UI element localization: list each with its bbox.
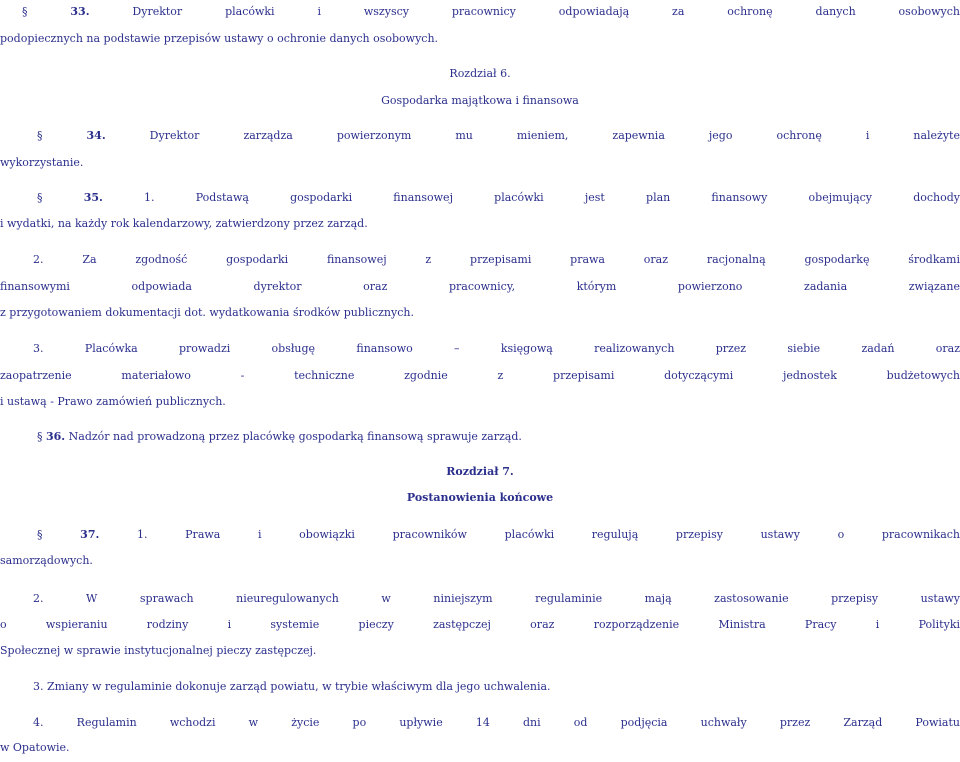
paragraph-35-item-3-line-2: zaopatrzenie materiałowo - techniczne zgodnie z przepisami dotyczącymi jednostek budżetowych [0,369,960,382]
paragraph-37-item-2-line-2: o wspieraniu rodziny i systemie pieczy zastępczej oraz rozporządzenie Ministra Pracy i Polityki [0,618,960,631]
paragraph-text: Za zgodność gospodarki finansowej z przepisami prawa oraz racjonalną gospodarkę środkami [82,253,960,266]
paragraph-35-item-3-line-1 [0,337,960,361]
item-number: 3. [33,680,44,693]
paragraph-text: Zmiany w regulaminie dokonuje zarząd powiatu, w trybie właściwym dla jego uchwalenia. [47,680,551,693]
item-number: 1. [136,528,148,541]
paragraph-number: 36. [46,430,66,443]
paragraph-35-item-2-line-3: z przygotowaniem dokumentacji dot. wydatkowania środków publicznych. [0,306,414,319]
item-number: 4. [33,716,44,729]
section-sign: § [37,430,43,443]
paragraph-34-line-2: wykorzystanie. [0,156,84,169]
paragraph-37-item-3 [0,675,960,699]
item-number: 3. [33,342,44,355]
paragraph-text: Dyrektor placówki i wszyscy pracownicy odpowiadają za ochronę danych osobowych [132,5,960,18]
item-number: 2. [33,592,44,605]
paragraph-text: Dyrektor zarządza powierzonym mu mieniem, zapewnia jego ochronę i należyte [149,129,960,142]
paragraph-37-item-4-line-1 [0,711,960,735]
paragraph-33-line-1 [0,0,960,24]
chapter-7-label: Rozdział 7. [446,465,514,478]
section-sign: § [37,191,43,204]
paragraph-35-item-2-line-2: finansowymi odpowiada dyrektor oraz pracownicy, którym powierzono zadania związane [0,280,960,293]
paragraph-34-line-1 [0,124,960,148]
paragraph-number: 34. [86,129,106,142]
section-sign: § [37,528,43,541]
paragraph-35-item-2-line-1 [0,248,960,272]
paragraph-35-item-1-line-2: i wydatki, na każdy rok kalendarzowy, zatwierdzony przez zarząd. [0,217,368,230]
paragraph-text: Podstawą gospodarki finansowej placówki jest plan finansowy obejmujący dochody [195,191,960,204]
paragraph-text: Prawa i obowiązki pracowników placówki regulują przepisy ustawy o pracownikach [185,528,960,541]
paragraph-number: 33. [70,5,90,18]
paragraph-35-item-3-line-3: i ustawą - Prawo zamówień publicznych. [0,395,226,408]
paragraph-text: Placówka prowadzi obsługę finansowo – księgową realizowanych przez siebie zadań oraz [84,342,960,355]
section-sign: § [22,5,28,18]
section-sign: § [37,129,43,142]
paragraph-37-item-2-line-1 [0,587,960,611]
paragraph-text: Nadzór nad prowadzoną przez placówkę gospodarką finansową sprawuje zarząd. [68,430,522,443]
paragraph-text: W sprawach nieuregulowanych w niniejszym regulaminie mają zastosowanie przepisy ustawy [86,592,960,605]
paragraph-number: 37. [80,528,100,541]
chapter-6-title: Gospodarka majątkowa i finansowa [381,94,579,107]
paragraph-37-item-4-line-2: w Opatowie. [0,741,70,754]
chapter-6-label: Rozdział 6. [449,67,511,80]
paragraph-37-item-2-line-3: Społecznej w sprawie instytucjonalnej pieczy zastępczej. [0,644,317,657]
paragraph-text: Regulamin wchodzi w życie po upływie 14 dni od podjęcia uchwały przez Zarząd Powiatu [76,716,960,729]
paragraph-33-line-2: podopiecznych na podstawie przepisów ustawy o ochronie danych osobowych. [0,32,439,45]
paragraph-35-line-1 [0,186,960,210]
paragraph-37-item-1-line-2: samorządowych. [0,554,93,567]
item-number: 1. [144,191,155,204]
chapter-7-title: Postanowienia końcowe [406,491,554,504]
paragraph-number: 35. [83,191,103,204]
item-number: 2. [33,253,44,266]
paragraph-36 [0,425,960,449]
paragraph-37-line-1 [0,523,960,547]
